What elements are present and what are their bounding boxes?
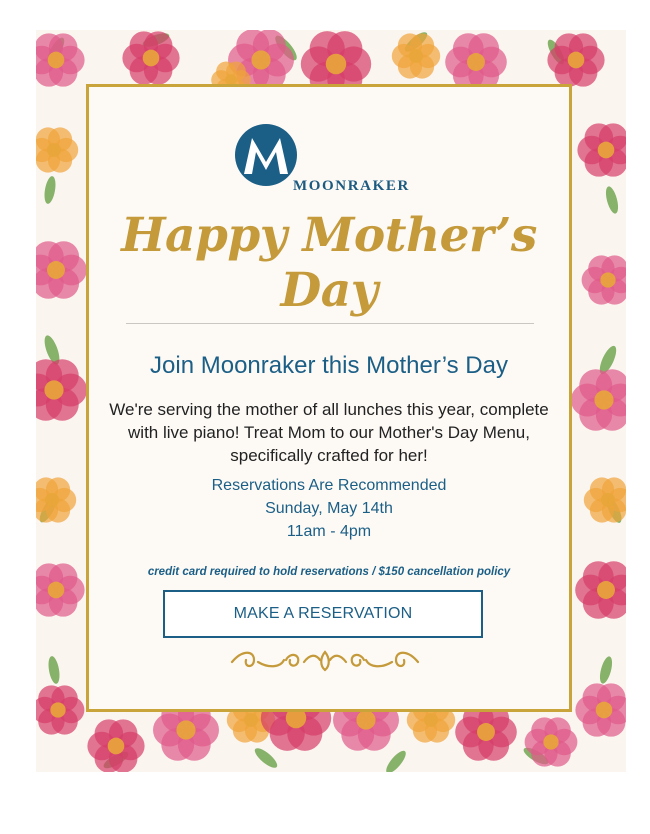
- leaf-icon: [598, 655, 615, 685]
- flower-center-icon: [600, 272, 615, 287]
- leaf-icon: [43, 175, 58, 204]
- brand-name: MOONRAKER: [293, 178, 410, 194]
- cancellation-policy: credit card required to hold reservations / $150 cancellation policy: [147, 566, 511, 578]
- flower-center-icon: [143, 50, 160, 67]
- flower-center-icon: [467, 53, 485, 71]
- flower-center-icon: [48, 582, 65, 599]
- leaf-icon: [383, 748, 409, 772]
- flower-center-icon: [47, 261, 65, 279]
- flower-center-icon: [543, 734, 558, 749]
- event-time: 11am - 4pm: [286, 523, 372, 540]
- leaf-icon: [604, 185, 621, 215]
- flower-center-icon: [50, 702, 65, 717]
- divider: [126, 323, 534, 324]
- subheadline: Join Moonraker this Mother’s Day: [150, 352, 508, 379]
- flower-center-icon: [601, 493, 615, 507]
- flower-center-icon: [424, 713, 438, 727]
- flower-center-icon: [477, 723, 495, 741]
- event-date: Sunday, May 14th: [265, 500, 393, 517]
- leaf-icon: [252, 745, 280, 771]
- flower-center-icon: [409, 49, 423, 63]
- flower-center-icon: [244, 713, 258, 727]
- make-reservation-button[interactable]: MAKE A RESERVATION: [163, 590, 483, 638]
- flower-center-icon: [594, 390, 613, 409]
- flower-center-icon: [44, 380, 63, 399]
- reservation-note: Reservations Are Recommended: [211, 477, 447, 494]
- gold-scroll-flourish-icon: [228, 646, 422, 676]
- flower-center-icon: [596, 702, 613, 719]
- headline: Happy Mother’s Day: [121, 208, 537, 318]
- flower-center-icon: [326, 54, 346, 74]
- flower-center-icon: [176, 720, 195, 739]
- flower-center-icon: [568, 52, 585, 69]
- flower-center-icon: [48, 52, 65, 69]
- flower-center-icon: [597, 581, 615, 599]
- flower-center-icon: [598, 142, 615, 159]
- flower-center-icon: [108, 738, 125, 755]
- flower-center-icon: [251, 50, 270, 69]
- body-text: We're serving the mother of all lunches this year, complete with live piano! Treat Mom to our Mother's Day Menu, specifically crafted for her!: [109, 400, 549, 465]
- flower-center-icon: [45, 493, 59, 507]
- flower-center-icon: [356, 710, 375, 729]
- leaf-icon: [47, 655, 62, 684]
- flower-center-icon: [47, 143, 61, 157]
